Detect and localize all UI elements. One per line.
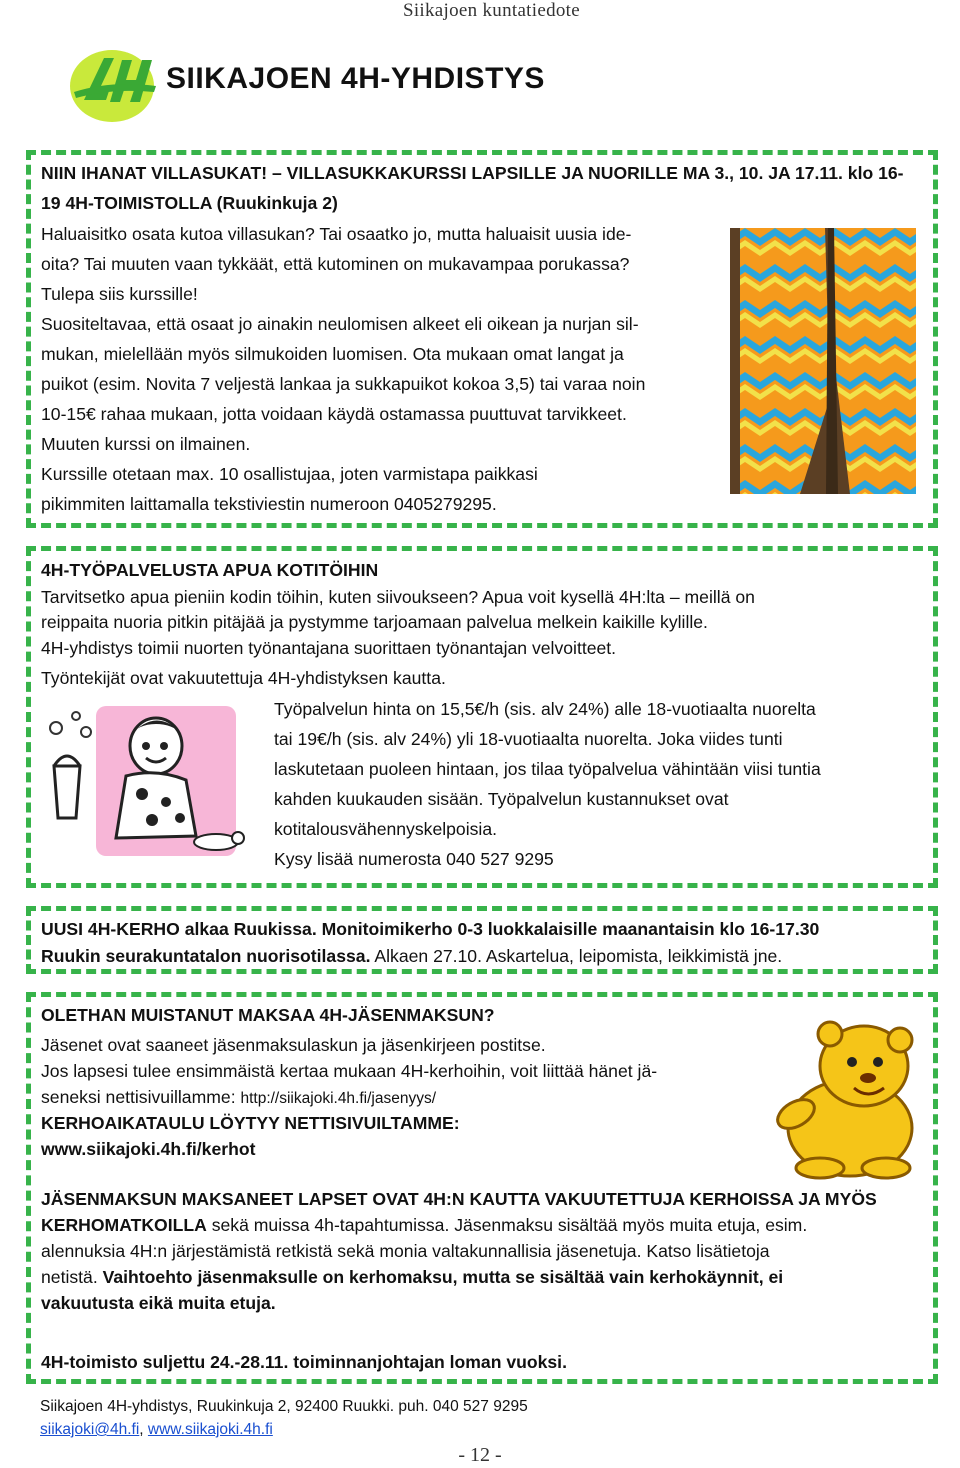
work-service-line: Tarvitsetko apua pieniin kodin töihin, kuten siivoukseen? Apua voit kysellä 4H:lta – meillä on [41, 587, 755, 607]
new-club-line-1: UUSI 4H-KERHO alkaa Ruukissa. Monitoimikerho 0-3 luokkalaisille maanantaisin klo 16-17.30 [41, 919, 820, 939]
work-service-heading: 4H-TYÖPALVELUSTA APUA KOTITÖIHIN [41, 560, 379, 580]
course-text-line: pikimmiten laittamalla tekstiviestin numeroon 0405279295. [41, 494, 497, 514]
page-number: - 12 - [458, 1444, 502, 1466]
footer-separator: , [139, 1421, 148, 1438]
cleaning-girl-illustration [46, 706, 252, 858]
price-line: kotitalousvähennyskelpoisia. [274, 819, 497, 839]
insurance-line-1: JÄSENMAKSUN MAKSANEET LAPSET OVAT 4H:N KAUTTA VAKUUTETTUJA KERHOISSA JA MYÖS [41, 1189, 877, 1209]
course-text-line: 10-15€ rahaa mukaan, jotta voidaan käydä ostamassa puuttuvat tarvikkeet. [41, 404, 627, 424]
course-text-line: puikot (esim. Novita 7 veljestä lankaa ja sukkapuikot kokoa 3,5) tai varaa noin [41, 374, 646, 394]
course-text-line: oita? Tai muuten vaan tykkäät, että kutominen on mukavampaa porukassa? [41, 254, 630, 274]
work-service-line: 4H-yhdistys toimii nuorten työnantajana suorittaen työnantajan velvoitteet. [41, 638, 617, 658]
course-heading-line-2: 19 4H-TOIMISTOLLA (Ruukinkuja 2) [41, 193, 338, 213]
course-heading-line-1: NIIN IHANAT VILLASUKAT! – VILLASUKKAKURSSI LAPSILLE JA NUORILLE MA 3., 10. JA 17.11. klo 16- [41, 163, 904, 183]
insurance-line-4-start: netistä. [41, 1267, 103, 1287]
price-line: tai 19€/h (sis. alv 24%) yli 18-vuotiaalta nuorelta. Joka viides tunti [274, 729, 783, 749]
insurance-club-trips: KERHOMATKOILLA [41, 1215, 207, 1235]
publication-name: Siikajoen kuntatiedote [402, 0, 580, 21]
course-text-line: Tulepa siis kurssille! [41, 284, 198, 304]
membership-heading: OLETHAN MUISTANUT MAKSAA 4H-JÄSENMAKSUN? [41, 1005, 495, 1025]
contact-phone-line: Kysy lisää numerosta 040 527 9295 [274, 849, 554, 869]
footer-website-link[interactable]: www.siikajoki.4h.fi [147, 1421, 273, 1438]
footer-address: Siikajoen 4H-yhdistys, Ruukinkuja 2, 92400 Ruukki. puh. 040 527 9295 [40, 1398, 528, 1415]
membership-url[interactable]: http://siikajoki.4h.fi/jasenyys/ [240, 1090, 437, 1107]
insurance-line-2 [41, 1214, 807, 1236]
schedule-url[interactable]: www.siikajoki.4h.fi/kerhot [41, 1139, 256, 1159]
course-text-line: Suositeltavaa, että osaat jo ainakin neulomisen alkeet eli oikean ja nurjan sil- [41, 314, 639, 334]
price-line: laskutetaan puoleen hintaan, jos tilaa työpalvelua vähintään viisi tuntia [274, 759, 821, 779]
price-line: Työpalvelun hinta on 15,5€/h (sis. alv 24%) alle 18-vuotiaalta nuorelta [274, 699, 816, 719]
insurance-line-4 [41, 1266, 783, 1288]
course-text-line: Muuten kurssi on ilmainen. [41, 434, 251, 454]
membership-line: Jäsenet ovat saaneet jäsenmaksulaskun ja jäsenkirjeen postitse. [41, 1035, 546, 1055]
bear-illustration [760, 1018, 932, 1180]
club-fee-alternative: Vaihtoehto jäsenmaksulle on kerhomaksu, mutta se sisältää vain kerhokäynnit, ei [102, 1267, 784, 1287]
4h-logo [66, 40, 156, 130]
insurance-line-2-rest: sekä muissa 4h-tapahtumissa. Jäsenmaksu sisältää myös muita etuja, esim. [206, 1215, 808, 1235]
footer-links [40, 1419, 273, 1441]
membership-line: Jos lapsesi tulee ensimmäistä kertaa mukaan 4H-kerhoihin, voit liittää hänet jä- [41, 1061, 658, 1081]
new-club-location: Ruukin seurakuntatalon nuorisotilassa. [41, 946, 371, 966]
course-text-line: mukan, mielellään myös silmukoiden luomisen. Ota mukaan omat langat ja [41, 344, 624, 364]
price-line: kahden kuukauden sisään. Työpalvelun kustannukset ovat [274, 789, 729, 809]
clover-logo-icon [66, 40, 158, 130]
wool-socks-photo [730, 228, 916, 494]
insurance-line-5: vakuutusta eikä muita etuja. [41, 1293, 276, 1313]
membership-line-url [41, 1086, 436, 1110]
schedule-heading: KERHOAIKATAULU LÖYTYY NETTISIVUILTAMME: [41, 1113, 460, 1133]
office-closed-notice: 4H-toimisto suljettu 24.-28.11. toiminnanjohtajan loman vuoksi. [41, 1352, 567, 1372]
new-club-details: Alkaen 27.10. Askartelua, leipomista, leikkimistä jne. [370, 946, 783, 966]
page-title: SIIKAJOEN 4H-YHDISTYS [166, 62, 545, 95]
footer-email-link[interactable]: siikajoki@4h.fi [40, 1421, 140, 1438]
work-service-line: Työntekijät ovat vakuutettuja 4H-yhdistyksen kautta. [41, 668, 446, 688]
membership-url-prefix: seneksi nettisivuillamme: [41, 1087, 241, 1107]
course-text-line: Haluaisitko osata kutoa villasukan? Tai osaatko jo, mutta haluaisit uusia ide- [41, 224, 632, 244]
work-service-line: reippaita nuoria pitkin pitäjää ja pystymme tarjoamaan palvelua melkein kaikille kylille. [41, 612, 708, 632]
course-text-line: Kurssille otetaan max. 10 osallistujaa, joten varmistapa paikkasi [41, 464, 538, 484]
new-club-line-2 [41, 945, 782, 967]
insurance-line-3: alennuksia 4H:n järjestämistä retkistä sekä monia valtakunnallisia jäsenetuja. Katso lisätietoja [41, 1241, 770, 1261]
